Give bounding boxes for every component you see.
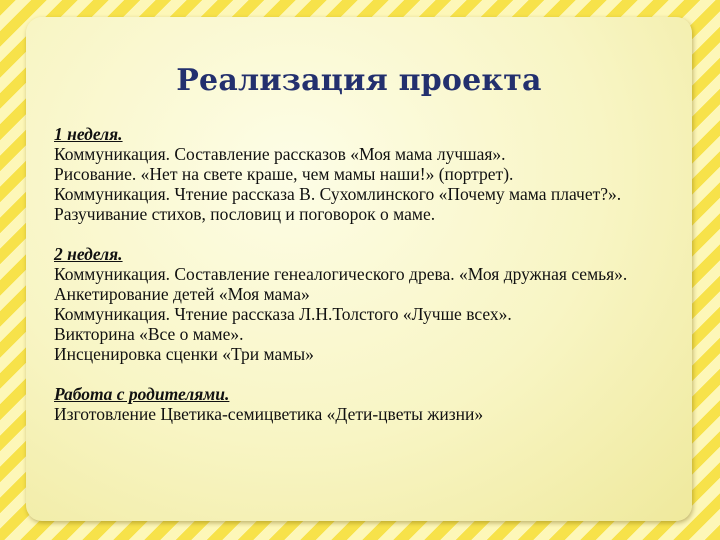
section-heading: 1 неделя. [54,124,123,144]
list-item: Изготовление Цветика-семицветика «Дети-цветы жизни» [54,404,484,424]
list-item: Рисование. «Нет на свете краше, чем мамы наши!» (портрет). [54,164,514,184]
list-item: Коммуникация. Чтение рассказа Л.Н.Толстого «Лучше всех». [54,304,512,324]
section-heading: 2 неделя. [54,244,123,264]
slide-title: Реализация проекта [176,63,542,98]
list-item: Викторина «Все о маме». [54,324,244,344]
section-week-2 [54,244,664,364]
section-week-1 [54,124,664,224]
slide-content [54,124,664,444]
section-heading: Работа с родителями. [54,384,230,404]
list-item: Анкетирование детей «Моя мама» [54,284,310,304]
slide-panel [26,17,692,521]
list-item: Разучивание стихов, пословиц и поговорок о маме. [54,204,436,224]
list-item: Коммуникация. Составление генеалогического древа. «Моя дружная семья». [54,264,628,284]
section-parents [54,384,664,424]
list-item: Инсценировка сценки «Три мамы» [54,344,314,364]
list-item: Коммуникация. Чтение рассказа В. Сухомлинского «Почему мама плачет?». [54,184,622,204]
list-item: Коммуникация. Составление рассказов «Моя мама лучшая». [54,144,506,164]
